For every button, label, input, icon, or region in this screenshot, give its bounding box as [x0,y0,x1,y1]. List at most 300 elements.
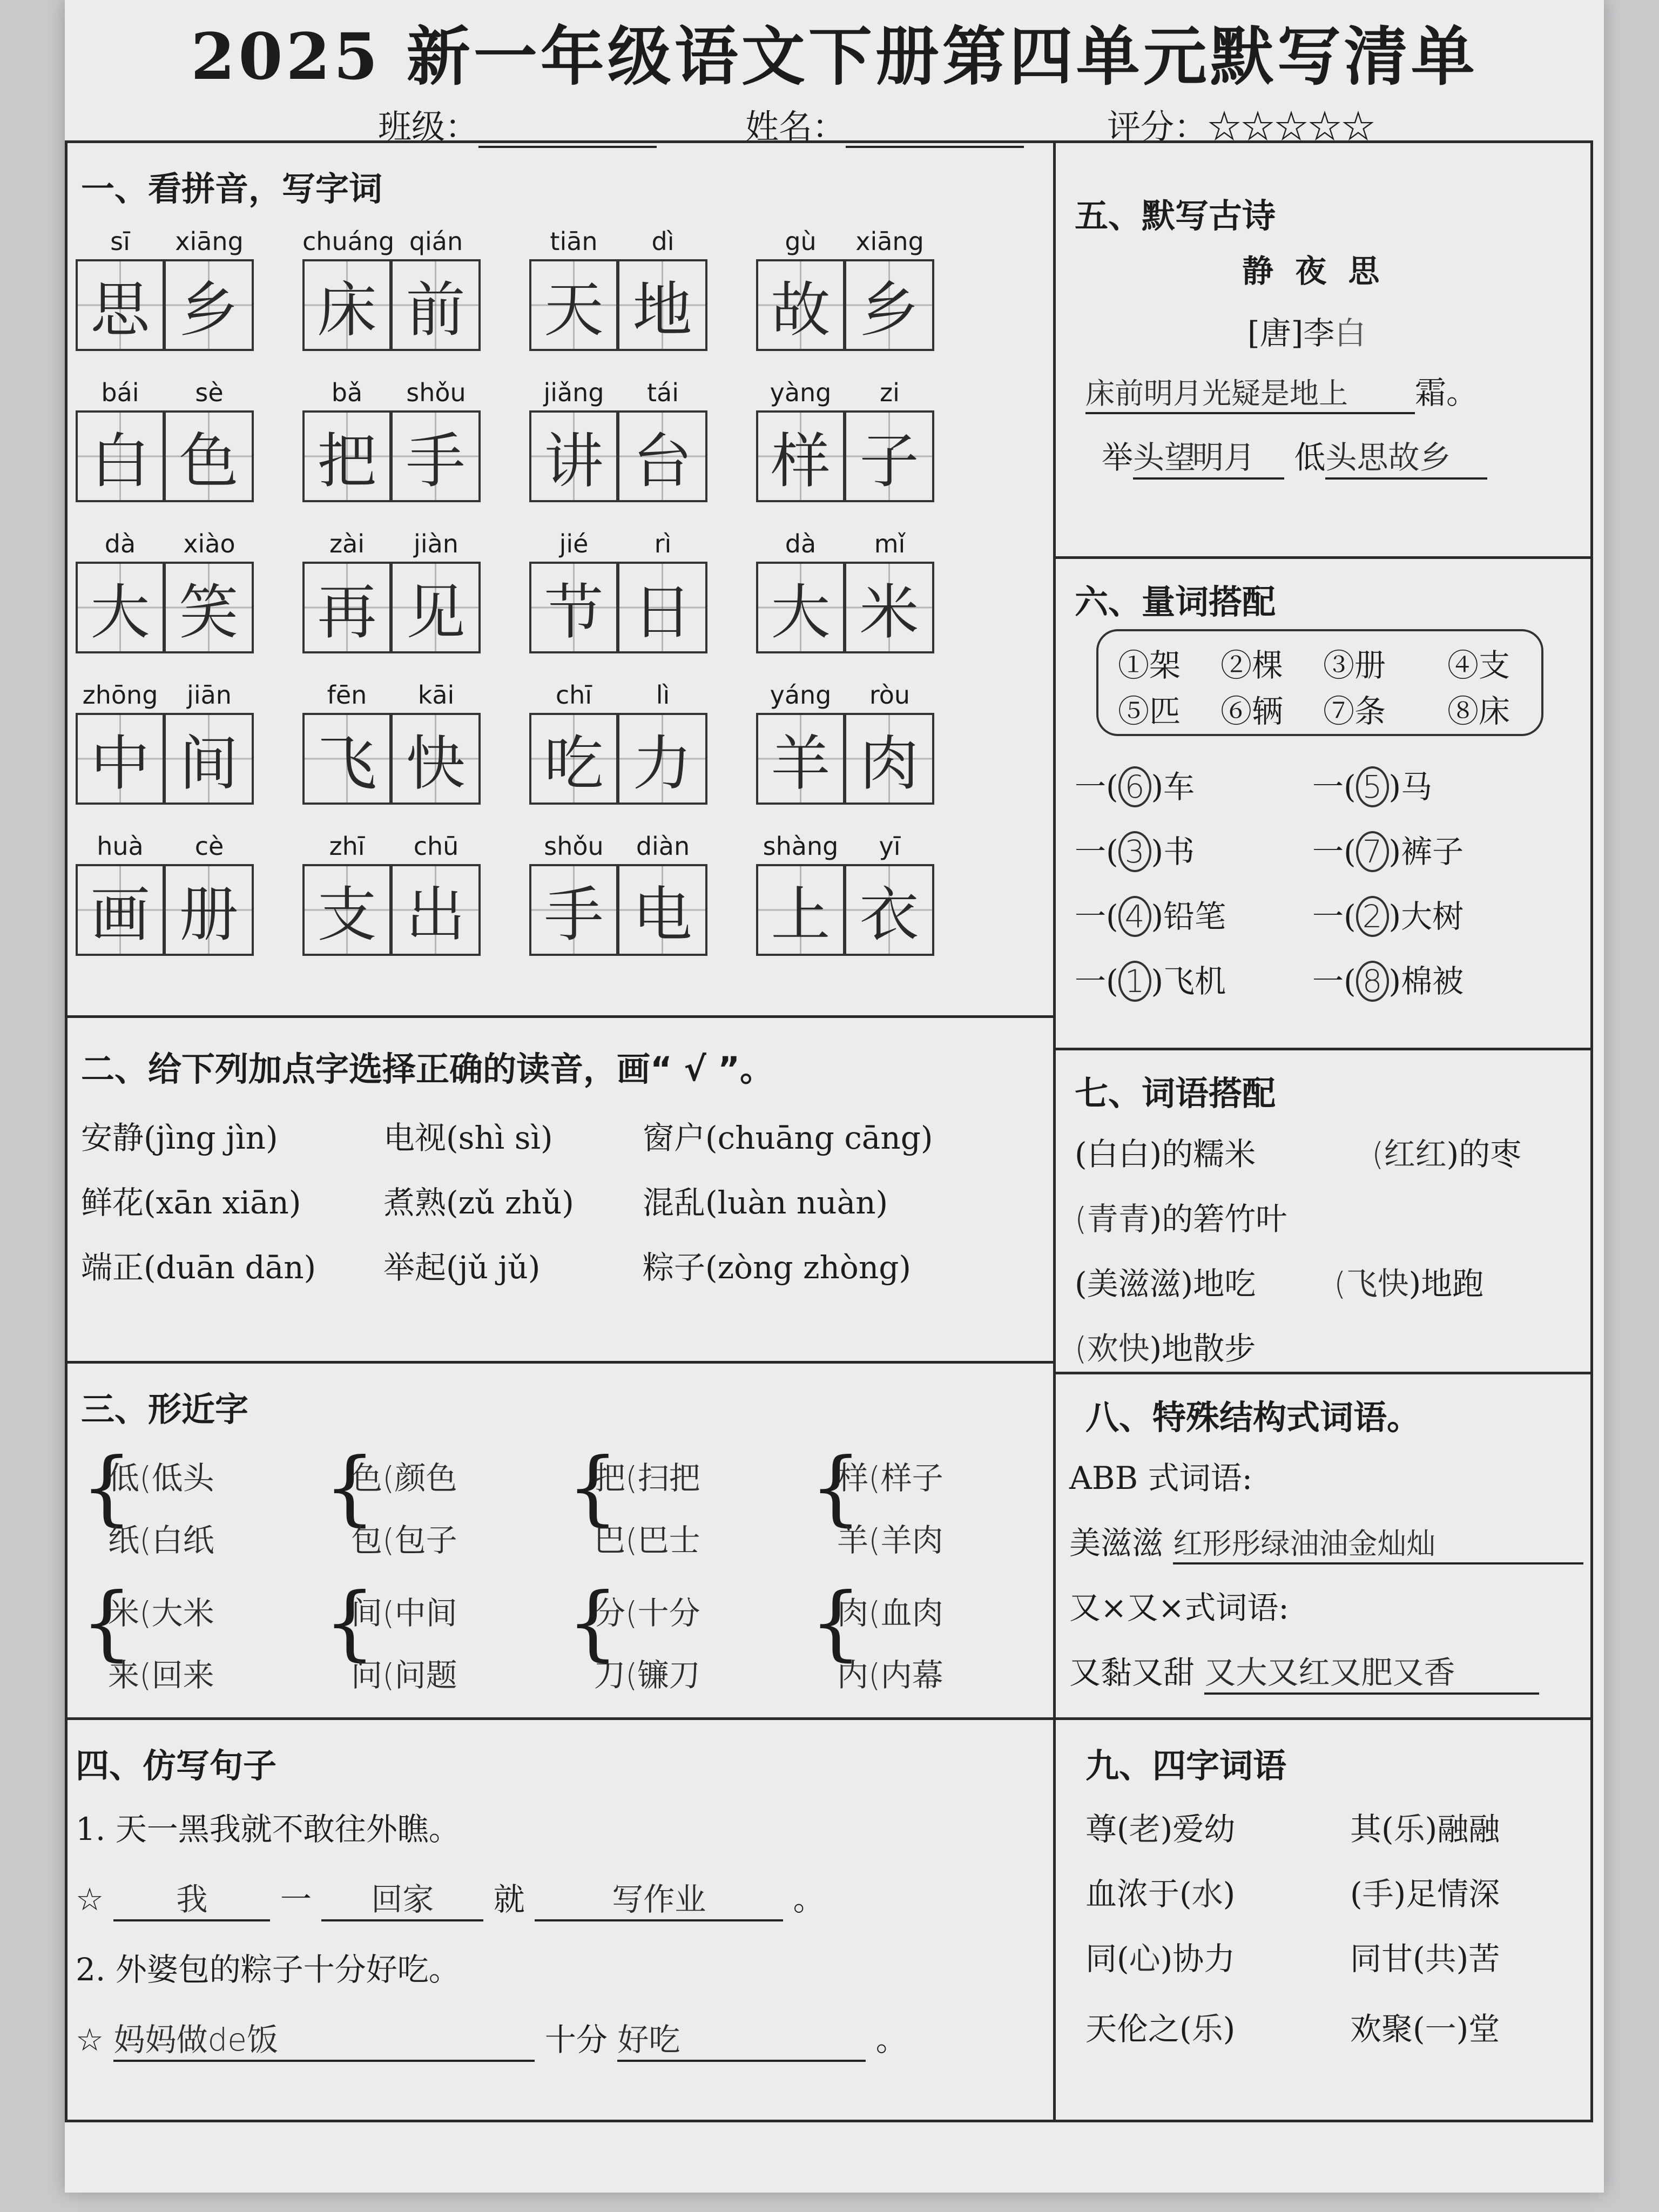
page-title: 2025 新一年级语文下册第四单元默写清单 [191,19,1478,94]
poem-answer-blank[interactable]: 头思故乡 [1325,432,1487,480]
item-noun: )铅笔 [1151,898,1226,935]
pinyin-label: jiàn [414,529,458,558]
measure-word-item [1075,761,1195,807]
written-char: 米 [859,578,919,647]
written-char: 中 [90,729,150,798]
section-8-title: 八、特殊结构式词语。 [1085,1398,1421,1437]
score-label: 评分： [1107,107,1208,146]
similar-char-answer[interactable]: 包(包子 [351,1522,457,1559]
idiom-text: 同甘( [1350,1940,1425,1977]
written-char: 日 [632,578,692,647]
similar-char-answer[interactable]: 羊(羊肉 [837,1522,943,1559]
writing-box[interactable] [618,713,707,805]
pinyin-label: chī [555,680,592,710]
pinyin-label: xiāng [855,227,924,256]
writing-box[interactable] [618,410,707,502]
section-9-title: 九、四字词语 [1085,1746,1287,1785]
idiom-text: 尊( [1085,1811,1129,1847]
item-prefix: 一( [1075,963,1118,1000]
idiom-item [1085,1933,1235,1979]
pinyin-word [76,680,254,815]
idiom-text: 同( [1085,1940,1129,1977]
answer-blank[interactable]: 好吃 [617,2014,866,2062]
pinyin-label: lì [656,680,670,710]
measure-word-answer[interactable]: 1 [1118,961,1151,1002]
measure-word-item [1312,761,1432,807]
writing-box[interactable] [302,259,392,351]
poem-answer-blank[interactable]: 床前明月光疑是地上 [1085,370,1415,414]
abb-label: ABB 式词语: [1069,1460,1253,1496]
match-item [1334,1258,1483,1304]
sentence-text: 一 [280,1881,312,1918]
pinyin-word [529,227,707,362]
measure-word-option: ⑥辆 [1220,693,1284,730]
writing-box[interactable] [392,713,481,805]
similar-char-answer[interactable]: 肉(血肉 [837,1595,943,1631]
pinyin-label: zài [329,529,365,558]
sentence-text: 。 [875,2021,907,2058]
writing-box[interactable] [302,562,392,653]
idiom-text: ) [1223,2011,1236,2047]
pinyin-word [529,680,707,815]
item-noun: )大树 [1388,898,1464,935]
item-noun: )裤子 [1388,833,1464,870]
writing-box[interactable] [392,410,481,502]
match-answer[interactable]: (青青 [1075,1201,1150,1237]
row-divider [65,1361,1053,1364]
section-2-title: 二、给下列加点字选择正确的读音，画“ √ ”。 [81,1049,774,1089]
similar-char-answer[interactable]: 内(内幕 [837,1657,943,1694]
written-char: 把 [317,427,377,496]
star-icon: ☆ [76,1881,104,1918]
idiom-answer[interactable]: 水 [1191,1876,1223,1912]
row-divider [1053,556,1590,559]
idiom-text: 血浓于( [1085,1876,1192,1912]
writing-box[interactable] [756,562,845,653]
abb-example: 美滋滋 [1069,1525,1164,1561]
writing-box[interactable] [756,713,845,805]
answer-blank[interactable]: 写作业 [535,1874,783,1921]
writing-box[interactable] [618,259,707,351]
reading-item[interactable]: 鲜花(xān xiān) [81,1184,301,1221]
measure-word-option: ③册 [1323,647,1386,684]
pinyin-label: xiāng [175,227,244,256]
reading-item[interactable]: 混乱(luàn nuàn) [643,1184,888,1221]
pinyin-word [76,227,254,362]
measure-word-option: ④支 [1447,647,1510,684]
pinyin-label: zi [880,378,900,407]
item-noun: )棉被 [1388,963,1464,1000]
writing-box[interactable] [845,562,934,653]
row-divider [1053,1372,1590,1374]
answer-blank[interactable]: 回家 [321,1874,483,1921]
writing-box[interactable] [756,864,845,956]
abb-line [1069,1518,1583,1564]
measure-word-item [1075,891,1226,937]
match-text: )的箬竹叶 [1149,1201,1287,1237]
pinyin-word [529,378,707,513]
written-char: 间 [179,729,239,798]
pinyin-word [76,832,254,967]
written-char: 节 [544,578,604,647]
pinyin-label: jiǎng [543,378,604,407]
pinyin-label: zhōng [82,680,158,710]
measure-word-answer[interactable]: 5 [1356,766,1389,807]
writing-box[interactable] [76,562,165,653]
match-item: (美滋滋)地吃 [1075,1265,1256,1302]
reading-item[interactable]: 粽子(zòng zhòng) [643,1249,911,1286]
pinyin-word [756,832,934,967]
pinyin-label: diàn [636,832,690,861]
writing-box[interactable] [618,562,707,653]
writing-box[interactable] [529,259,618,351]
writing-box[interactable] [845,713,934,805]
written-char: 子 [859,427,919,496]
measure-word-answer[interactable]: 6 [1118,766,1151,807]
reading-item[interactable]: 窗户(chuāng cāng) [643,1120,933,1156]
measure-word-answer[interactable]: 2 [1356,896,1389,937]
reading-item[interactable]: 端正(duān dān) [81,1249,316,1286]
pinyin-label: yáng [770,680,832,710]
writing-box[interactable] [165,864,254,956]
item-prefix: 一( [1312,833,1356,870]
measure-word-item [1312,891,1464,937]
writing-box[interactable] [845,259,934,351]
poem-title: 静 夜 思 [1242,253,1385,289]
writing-box[interactable] [756,259,845,351]
idiom-answer[interactable]: 手 [1362,1876,1394,1912]
reading-item[interactable]: 举起(jǔ jǔ) [383,1249,541,1286]
similar-char-answer[interactable]: 色(颜色 [351,1460,457,1496]
row-divider [65,1717,1590,1720]
similar-char-answer[interactable]: 间(中间 [351,1595,457,1631]
pinyin-label: huà [97,832,144,861]
item-noun: )马 [1388,768,1433,805]
pinyin-word [302,227,481,362]
pinyin-label: chuáng [302,227,395,256]
item-prefix: 一( [1075,768,1118,805]
idiom-item [1085,1804,1235,1849]
brace-icon: { [567,1576,619,1670]
item-prefix: 一( [1312,768,1356,805]
written-char: 大 [771,578,831,647]
section-1-title: 一、看拼音，写字词 [81,169,383,208]
writing-box[interactable] [76,864,165,956]
pinyin-label: shǒu [544,832,604,861]
pinyin-label: xiào [183,529,235,558]
sentence-text: 就 [493,1881,525,1918]
similar-char-answer[interactable]: 巴(巴士 [594,1522,700,1559]
written-char: 床 [317,275,377,345]
written-char: 天 [544,275,604,345]
class-label: 班级： [378,107,479,146]
measure-word-option: ⑤匹 [1118,693,1181,730]
pinyin-label: dì [651,227,675,256]
yy-line [1069,1647,1539,1695]
idiom-answer[interactable]: 共 [1425,1940,1456,1977]
writing-box[interactable] [845,864,934,956]
idiom-text: ( [1350,1876,1363,1912]
pinyin-label: qián [409,227,463,256]
name-label: 姓名： [745,107,846,146]
measure-word-option: ①架 [1118,647,1181,684]
idiom-item [1350,2004,1500,2049]
written-char: 力 [632,729,692,798]
idiom-item [1085,1869,1235,1914]
match-answer[interactable]: (红红 [1372,1136,1447,1172]
pinyin-label: jiān [187,680,232,710]
match-item [1372,1129,1521,1174]
idiom-text: )协力 [1160,1940,1236,1977]
writing-box[interactable] [392,864,481,956]
idiom-answer[interactable]: 一 [1425,2011,1456,2047]
writing-box[interactable] [529,562,618,653]
written-char: 羊 [771,729,831,798]
poem-text: 霜。 [1415,374,1478,411]
written-char: 讲 [544,427,604,496]
sentence-2-answer [76,2014,907,2062]
brace-icon: { [81,1441,133,1535]
written-char: 见 [406,578,466,647]
written-char: 白 [90,427,150,496]
written-char: 台 [632,427,692,496]
pinyin-label: tiān [550,227,598,256]
similar-char-answer[interactable]: 问(问题 [351,1657,457,1694]
poem-line-2 [1102,432,1487,480]
written-char: 思 [90,275,150,345]
writing-box[interactable] [165,713,254,805]
answer-blank[interactable]: 我 [113,1874,270,1921]
pinyin-word [76,378,254,513]
writing-box[interactable] [529,864,618,956]
match-text: )的枣 [1446,1136,1522,1172]
idiom-item [1350,1869,1500,1914]
writing-box[interactable] [302,713,392,805]
pinyin-label: gù [785,227,817,256]
measure-word-answer[interactable]: 8 [1356,961,1389,1002]
written-char: 前 [406,275,466,345]
author-label: [唐]李 [1247,315,1335,352]
pinyin-label: sè [195,378,224,407]
brace-icon: { [324,1441,376,1535]
measure-word-option: ⑧床 [1447,693,1510,730]
reading-item[interactable]: 安静(jìng jìn) [81,1120,278,1156]
idiom-text: )爱幼 [1160,1811,1236,1847]
measure-word-answer[interactable]: 4 [1118,896,1151,937]
sentence-text: 。 [793,1881,825,1918]
idiom-answer[interactable]: 心 [1129,1940,1161,1977]
section-7-title: 七、词语搭配 [1075,1074,1276,1113]
writing-box[interactable] [165,259,254,351]
pinyin-label: rì [654,529,672,558]
writing-box[interactable] [165,562,254,653]
pinyin-label: dà [104,529,136,558]
brace-icon: { [810,1576,862,1670]
written-char: 乡 [179,275,239,345]
yy-answer[interactable]: 又大又红又肥又香 [1204,1647,1539,1695]
pinyin-label: bǎ [331,378,363,407]
section-5-title: 五、默写古诗 [1075,196,1276,235]
writing-box[interactable] [76,410,165,502]
item-noun: )车 [1151,768,1195,805]
pinyin-word [302,529,481,664]
measure-word-item [1075,956,1226,1002]
written-char: 衣 [859,880,919,949]
pinyin-label: ròu [869,680,911,710]
pinyin-label: yī [879,832,901,861]
pinyin-word [756,378,934,513]
similar-char-answer[interactable]: 分(十分 [594,1595,700,1631]
sentence-1-answer [76,1874,825,1921]
score-stars[interactable]: ☆☆☆☆☆ [1208,107,1375,146]
match-item: (白白)的糯米 [1075,1136,1256,1172]
measure-word-option: ⑦条 [1323,693,1386,730]
reading-item[interactable]: 电视(shì sì) [383,1120,553,1156]
star-icon: ☆ [76,2021,104,2058]
written-char: 地 [632,275,692,345]
pinyin-label: shǒu [406,378,466,407]
similar-char-answer[interactable]: 来(回来 [108,1657,214,1694]
writing-box[interactable] [165,410,254,502]
item-noun: )书 [1151,833,1195,870]
pinyin-word [302,680,481,815]
written-char: 样 [771,427,831,496]
similar-char-answer[interactable]: 低(低头 [108,1460,214,1496]
writing-box[interactable] [76,713,165,805]
match-item [1075,1323,1256,1368]
brace-icon: { [81,1576,133,1670]
pinyin-word [529,832,707,967]
brace-icon: { [324,1576,376,1670]
author-answer[interactable]: 白 [1334,315,1366,352]
written-char: 支 [317,880,377,949]
pinyin-label: cè [194,832,224,861]
written-char: 再 [317,578,377,647]
pinyin-label: shàng [763,832,839,861]
similar-char-answer[interactable]: 把(扫把 [594,1460,700,1496]
idiom-text: 欢聚( [1350,2011,1425,2047]
item-prefix: 一( [1312,963,1356,1000]
brace-icon: { [567,1441,619,1535]
item-prefix: 一( [1312,898,1356,935]
measure-word-answer[interactable]: 3 [1118,831,1151,872]
idiom-text: )堂 [1456,2011,1500,2047]
similar-char-answer[interactable]: 刀(镰刀 [594,1657,700,1694]
idiom-item [1350,1804,1500,1849]
written-char: 肉 [859,729,919,798]
sentence-1-model: 1. 天一黑我就不敢往外瞧。 [76,1811,460,1847]
similar-char-answer[interactable]: 米(大米 [108,1595,214,1631]
match-text: )地散步 [1149,1330,1256,1367]
pinyin-word [756,680,934,815]
writing-box[interactable] [529,713,618,805]
idiom-answer[interactable]: 老 [1129,1811,1161,1847]
idiom-text: 天伦之( [1085,2011,1192,2047]
poem-text: 低 [1294,439,1326,476]
pinyin-label: chū [413,832,459,861]
pinyin-label: mǐ [874,529,906,558]
brace-icon: { [810,1441,862,1535]
reading-item[interactable]: 煮熟(zǔ zhǔ) [383,1184,574,1221]
written-char: 大 [90,578,150,647]
writing-box[interactable] [76,259,165,351]
writing-box[interactable] [756,410,845,502]
writing-box[interactable] [529,410,618,502]
idiom-text: )足情深 [1393,1876,1500,1912]
column-divider [1053,140,1056,2120]
item-prefix: 一( [1075,833,1118,870]
idiom-text: )苦 [1456,1940,1500,1977]
section-6-title: 六、量词搭配 [1075,582,1276,622]
sentence-text: 十分 [544,2021,608,2058]
idiom-item [1350,1933,1500,1979]
idiom-text: ) [1223,1876,1236,1912]
row-divider [1053,1048,1590,1050]
pinyin-label: zhī [329,832,365,861]
writing-box[interactable] [392,562,481,653]
match-text: )地跑 [1408,1265,1484,1302]
writing-box[interactable] [302,864,392,956]
pinyin-label: jié [559,529,589,558]
row-divider [65,1015,1053,1018]
written-char: 吃 [544,729,604,798]
pinyin-label: fēn [327,680,367,710]
match-answer[interactable]: (飞快 [1334,1265,1409,1302]
pinyin-word [302,378,481,513]
writing-box[interactable] [302,410,392,502]
pinyin-word [302,832,481,967]
idiom-text: 其( [1350,1811,1394,1847]
match-item [1075,1193,1287,1239]
match-answer[interactable]: (欢快 [1075,1330,1150,1367]
answer-blank[interactable]: 妈妈做de饭 [113,2014,535,2062]
idiom-item [1085,2004,1235,2049]
similar-char-answer[interactable]: 样(样子 [837,1460,943,1496]
poem-text: 举 [1102,439,1134,476]
writing-box[interactable] [845,410,934,502]
pinyin-word [76,529,254,664]
written-char: 出 [406,880,466,949]
pinyin-label: kāi [417,680,455,710]
measure-word-answer[interactable]: 7 [1356,831,1389,872]
idiom-answer[interactable]: 乐 [1191,2011,1223,2047]
written-char: 上 [771,880,831,949]
measure-word-item [1075,826,1195,872]
section-3-title: 三、形近字 [81,1390,249,1429]
writing-box[interactable] [618,864,707,956]
yy-example: 又黏又甜 [1069,1654,1195,1691]
pinyin-word [529,529,707,664]
written-char: 飞 [317,729,377,798]
similar-char-answer[interactable]: 纸(白纸 [108,1522,214,1559]
idiom-answer[interactable]: 乐 [1393,1811,1425,1847]
writing-box[interactable] [392,259,481,351]
written-char: 电 [632,880,692,949]
poem-line-1 [1085,367,1478,414]
pinyin-label: dà [785,529,817,558]
poem-answer-blank[interactable]: 头望 [1133,432,1192,480]
written-char: 册 [179,880,239,949]
written-char: 笑 [179,578,239,647]
written-char: 故 [771,275,831,345]
idiom-text: )融融 [1425,1811,1500,1847]
pinyin-label: yàng [770,378,832,407]
written-char: 手 [544,880,604,949]
poem-answer-blank[interactable]: 明月 [1192,432,1284,480]
section-4-title: 四、仿写句子 [76,1746,277,1785]
poem-author [1247,308,1366,353]
abb-answer[interactable]: 红形彤绿油油金灿灿 [1173,1521,1583,1564]
